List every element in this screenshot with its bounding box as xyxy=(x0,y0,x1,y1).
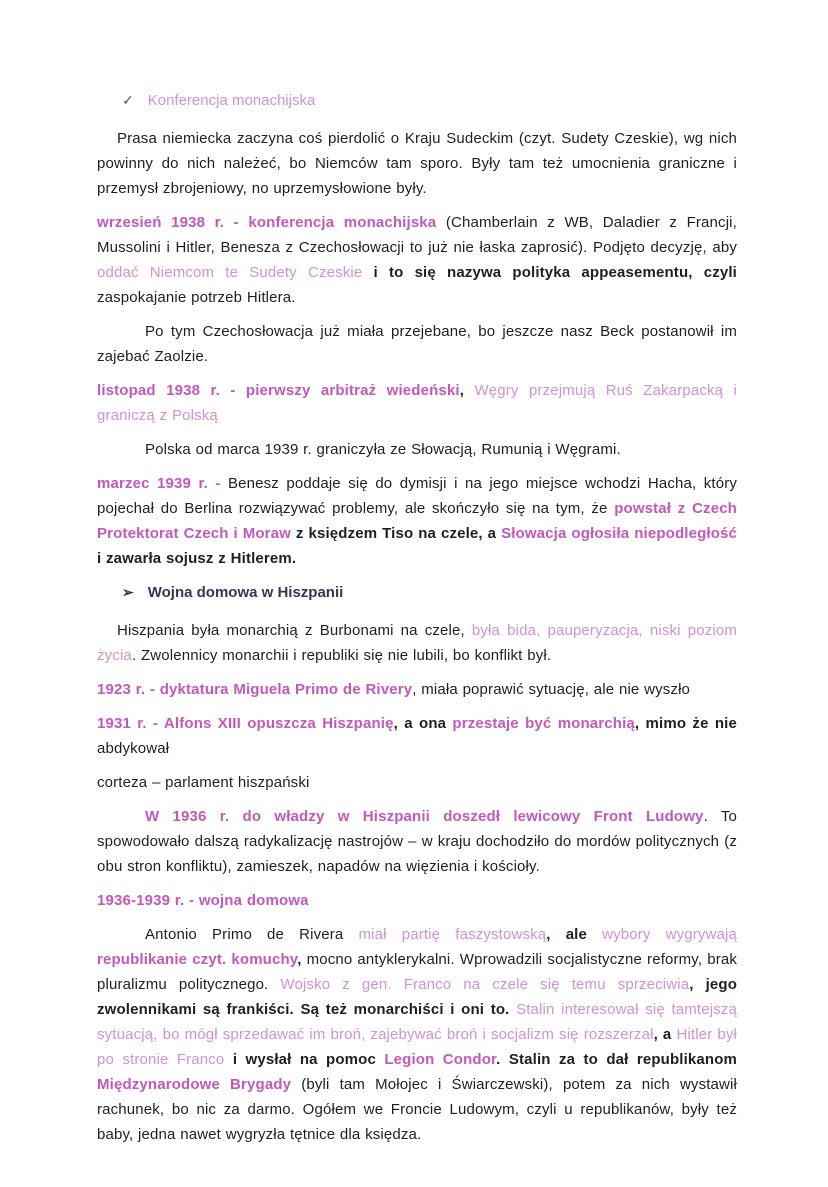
text-run: Legion Condor xyxy=(384,1051,497,1068)
text-run: zaspokajanie potrzeb Hitlera. xyxy=(97,289,296,306)
text-run xyxy=(362,264,373,281)
text-run: 1923 r. - dyktatura Miguela Primo de Rivery xyxy=(97,681,413,698)
text-run: powstał z Czech Protektorat Czech i Moraw xyxy=(97,500,737,542)
paragraph xyxy=(97,126,737,201)
text-run: , a ona xyxy=(393,715,453,732)
text-run: mocno antyklerykalni. Wprowadzili socjalistyczne reformy, brak pluralizmu politycznego. xyxy=(97,951,737,993)
text-run: . Stalin za to dał republikanom xyxy=(496,1051,738,1068)
paragraph xyxy=(97,922,737,1147)
text-run: (Chamberlain z WB, Daladier z Francji, Mussolini i Hitler, Benesza z Czechosłowacji to już nie łaska zaprosić). Podjęto decyzję, aby xyxy=(97,214,737,256)
text-run: (byli tam Mołojec i Świarczewski), potem za nich wystawił rachunek, bo nic za darmo. Ogółem we Froncie Ludowym, czyli u republikanów, były też baby, jedna nawet wygryzła tętnice dla księdza. xyxy=(97,1076,737,1143)
text-run: . To spowodowało dalszą radykalizację nastrojów – w kraju dochodziło do mordów politycznych (z obu stron konfliktu), zamieszek, napadów na więzienia i kościoły. xyxy=(97,808,738,875)
paragraph xyxy=(97,319,737,369)
text-run: i zawarła sojusz z Hitlerem. xyxy=(97,550,297,567)
text-run: republikanie czyt. komuchy xyxy=(97,951,298,968)
paragraph xyxy=(97,618,737,668)
text-run: , a xyxy=(653,1026,677,1043)
text-run: Po tym Czechosłowacja już miała przejebane, bo jeszcze nasz Beck postanowił im zajebać Zaolzie. xyxy=(97,323,737,365)
check-bullet-heading xyxy=(97,88,737,113)
text-run: przestaje być monarchią xyxy=(452,715,635,732)
arrow-bullet-heading xyxy=(97,580,737,605)
text-run: abdykował xyxy=(97,740,170,757)
text-run: , jego zwolennikami są frankiści. Są też monarchiści i oni to. xyxy=(97,976,738,1018)
paragraph xyxy=(97,888,737,913)
paragraph xyxy=(97,210,737,310)
text-run: listopad 1938 r. - pierwszy arbitraż wiedeński xyxy=(97,382,460,399)
text-run: marzec 1939 r. - xyxy=(97,475,228,492)
text-run: corteza – parlament hiszpański xyxy=(97,774,310,791)
paragraph xyxy=(97,437,737,462)
text-run: Benesz poddaje się do dymisji i na jego miejsce wchodzi Hacha, który pojechał do Berlina rozwiązywać problemy, ale skończyło się na tym, że xyxy=(97,475,737,517)
text-run: Antonio Primo de Rivera xyxy=(145,926,359,943)
text-run xyxy=(224,1051,232,1068)
text-run: , xyxy=(297,951,302,968)
text-run: wybory wygrywają xyxy=(602,926,737,943)
text-run: W 1936 r. do władzy w Hiszpanii doszedł lewicowy Front Ludowy xyxy=(145,808,704,825)
text-run: Wojsko z gen. Franco na czele się temu sprzeciwia xyxy=(280,976,690,993)
text-run: Węgry przejmują Ruś Zakarpacką i graniczą z Polską xyxy=(97,382,738,424)
text-run: Hitler był po stronie Franco xyxy=(97,1026,737,1068)
arrow-icon: ➢ xyxy=(122,584,134,600)
text-run: Hiszpania była monarchią z Burbonami na czele, xyxy=(117,622,472,639)
text-run: z księdzem Tiso na czele, a xyxy=(295,525,502,542)
text-run: oddać Niemcom te Sudety Czeskie xyxy=(97,264,363,281)
paragraph xyxy=(97,804,737,879)
paragraph xyxy=(97,471,737,571)
text-run: Słowacja ogłosiła niepodległość xyxy=(501,525,738,542)
text-run: 1931 r. - Alfons XIII opuszcza Hiszpanię xyxy=(97,715,394,732)
text-run: była bida, pauperyzacja, niski poziom życia xyxy=(97,622,737,664)
text-run: Polska od marca 1939 r. graniczyła ze Słowacją, Rumunią i Węgrami. xyxy=(145,441,621,458)
paragraph xyxy=(97,711,737,761)
paragraph xyxy=(97,378,737,428)
text-run: , ale xyxy=(546,926,603,943)
text-run: Wojna domowa w Hiszpanii xyxy=(147,584,344,601)
text-run: Międzynarodowe Brygady xyxy=(97,1076,292,1093)
text-run: 1936-1939 r. - wojna domowa xyxy=(97,892,309,909)
text-run: Stalin interesował się tamtejszą sytuacją, bo mógł sprzedawać im broń, zajebywać broń i socjalizm się rozszerzał xyxy=(97,1001,737,1043)
text-run: i wysłał na pomoc xyxy=(232,1051,385,1068)
text-run: miał partię faszystowską xyxy=(358,926,547,943)
text-run: , mimo że nie xyxy=(634,715,737,732)
text-run: i to się nazywa polityka appeasementu, czyli xyxy=(373,264,737,281)
text-run: Konferencja monachijska xyxy=(147,92,316,109)
document-body xyxy=(97,88,737,1147)
text-run: . Zwolennicy monarchii i republiki się nie lubili, bo konflikt był. xyxy=(131,647,552,664)
check-icon: ✓ xyxy=(122,92,134,108)
paragraph xyxy=(97,770,737,795)
paragraph xyxy=(97,677,737,702)
text-run: wrzesień 1938 r. - konferencja monachijska xyxy=(97,214,437,231)
text-run: , miała poprawić sytuację, ale nie wyszło xyxy=(412,681,691,698)
text-run: , xyxy=(459,382,475,399)
text-run: Prasa niemiecka zaczyna coś pierdolić o Kraju Sudeckim (czyt. Sudety Czeskie), wg nich powinny do nich należeć, bo Niemców tam sporo. Były tam też umocnienia graniczne i przemysł zbrojeniowy, no uprzemysłowione były. xyxy=(97,130,737,197)
